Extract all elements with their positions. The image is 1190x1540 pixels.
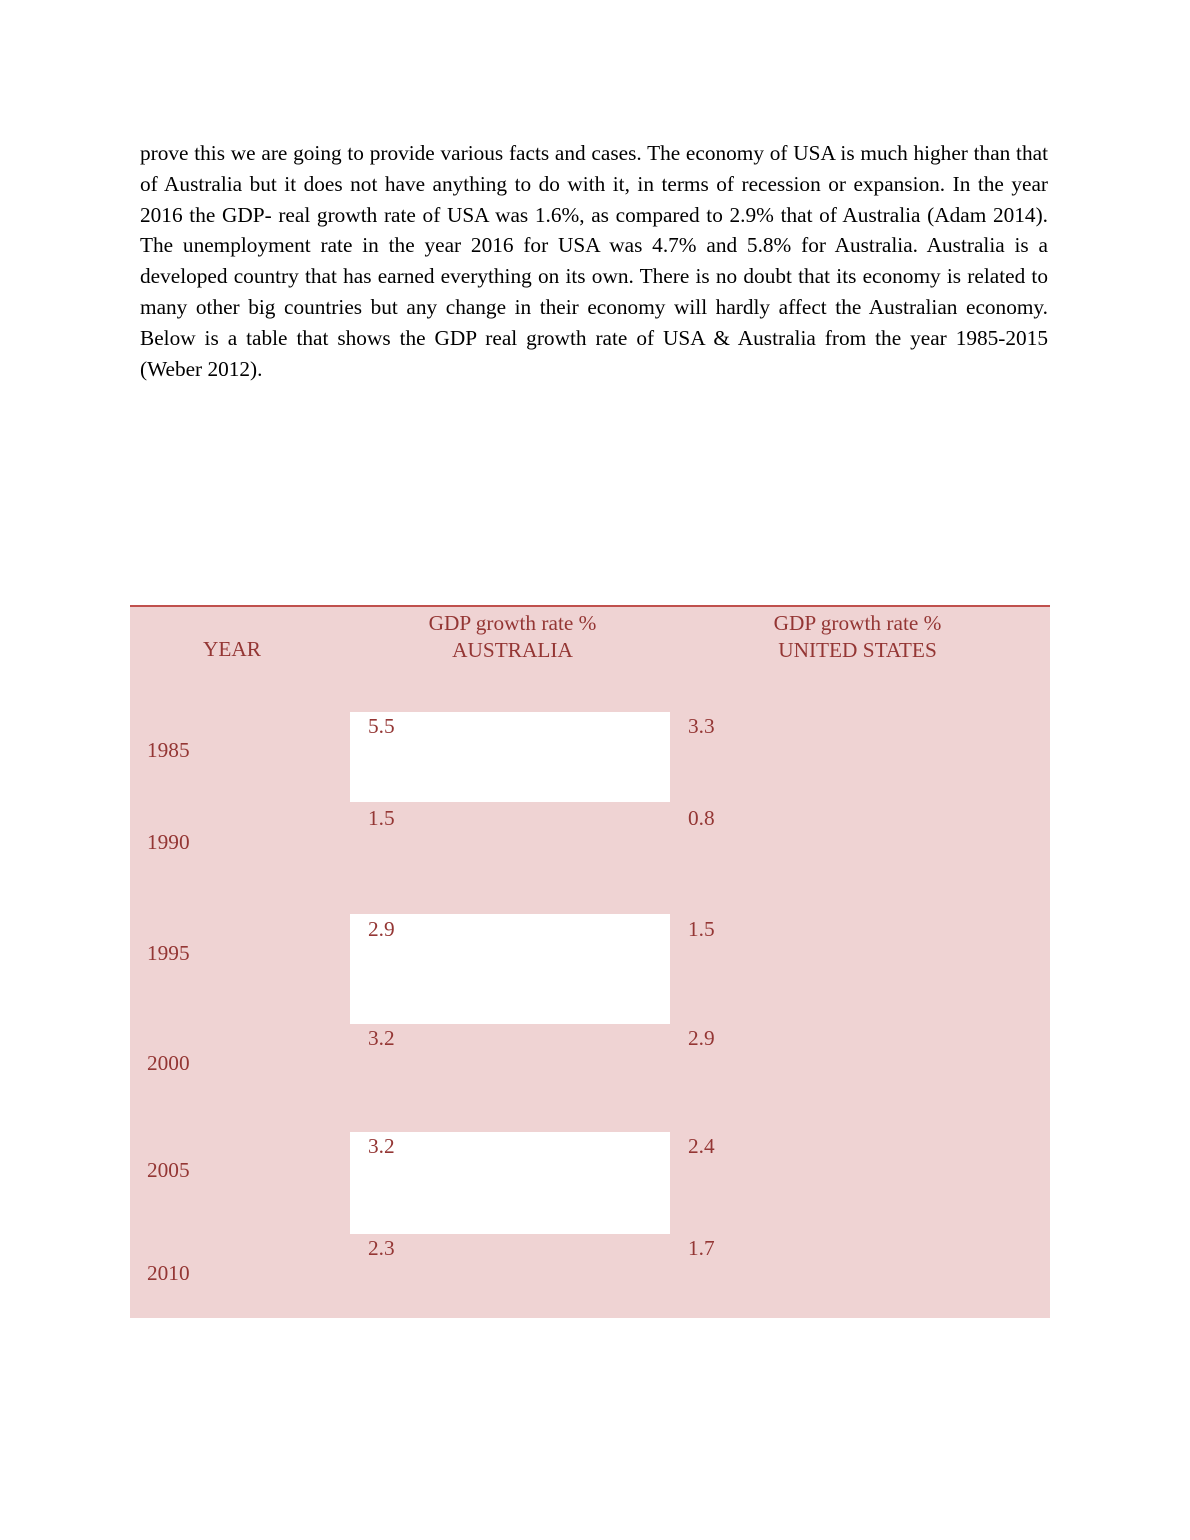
body-paragraph: prove this we are going to provide various facts and cases. The economy of USA is much higher than that of Australia but it does not have anything to do with it, in terms of recession or expansion. In the year 2016 the GDP- real growth rate of USA was 1.6%, as compared to 2.9% that of Australia (Adam 2014). The unemployment rate in the year 2016 for USA was 4.7% and 5.8% for Australia. Australia is a developed country that has earned everything on its own. There is no doubt that its economy is related to many other big countries but any change in their economy will hardly affect the Australian economy. Below is a table that shows the GDP real growth rate of USA & Australia from the year 1985-2015 (Weber 2012). [140,141,1048,381]
cell-australia: 3.2 [368,1134,395,1158]
cell-us: 3.3 [688,714,715,738]
header-year: YEAR [203,637,261,661]
cell-us: 2.4 [688,1134,715,1158]
cell-australia: 5.5 [368,714,395,738]
table-band [350,1132,670,1234]
cell-us: 1.7 [688,1236,715,1260]
cell-year: 1990 [147,830,190,854]
cell-year: 2005 [147,1158,190,1182]
header-united-states [740,610,975,664]
table-band [350,914,670,1024]
header-us-line2: UNITED STATES [778,638,937,662]
table-band [350,712,670,802]
cell-australia: 2.9 [368,917,395,941]
header-australia [400,610,625,664]
cell-year: 1995 [147,941,190,965]
cell-australia: 2.3 [368,1236,395,1260]
header-us-line1: GDP growth rate % [773,611,942,635]
cell-year: 2000 [147,1051,190,1075]
cell-year: 1985 [147,738,190,762]
header-australia-line1: GDP growth rate % [428,611,597,635]
cell-us: 0.8 [688,806,715,830]
cell-australia: 1.5 [368,806,395,830]
gdp-growth-table [130,605,1050,1318]
cell-australia: 3.2 [368,1026,395,1050]
cell-us: 1.5 [688,917,715,941]
cell-us: 2.9 [688,1026,715,1050]
cell-year: 2010 [147,1261,190,1285]
header-australia-line2: AUSTRALIA [452,638,573,662]
